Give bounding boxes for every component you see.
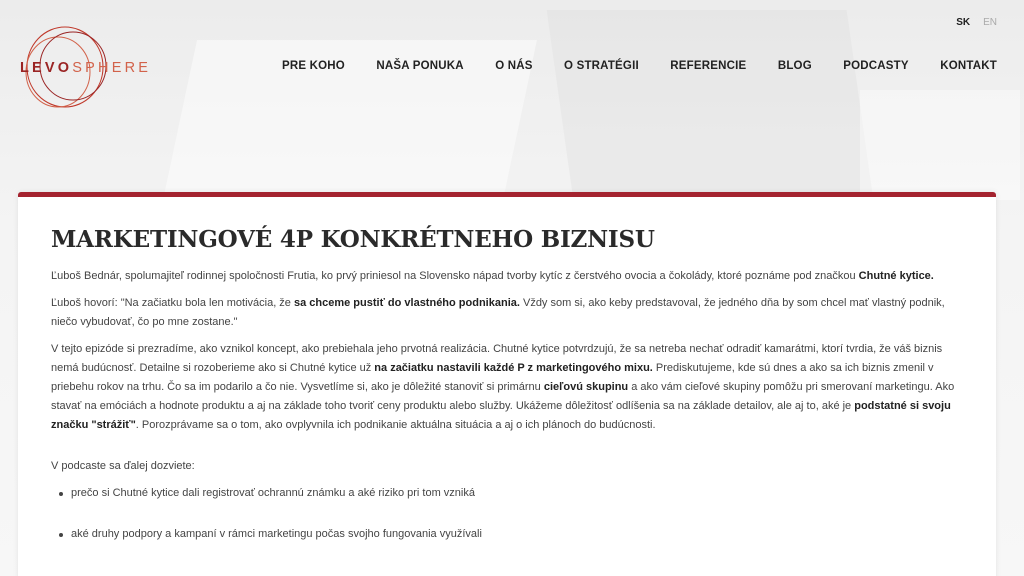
nav-nasa-ponuka[interactable]: NAŠA PONUKA: [376, 60, 464, 72]
list-item: aké druhy podpory a kampaní v rámci marketingu počas svojho fungovania využívali: [62, 525, 964, 544]
episode-paragraph: V tejto epizóde si prezradíme, ako vznikol koncept, ako prebiehala jeho prvotná realizácia. Chutné kytice potvrdzujú, že sa netreba nechať odradiť kamarátmi, ktorí tvrdia, že váš biznis nemá budúcnosť. Detailne si rozoberieme ako si Chutné kytice už na začiatku nastavili každé P z marketingového mixu. Prediskutujeme, kde sú dnes a ako sa ich biznis zmenil v priebehu rokov na trhu. Čo sa im podarilo a čo nie. Vysvetlíme si, ako je dôležité stanoviť si primárnu cieľovú skupinu a ako vám cieľové skupiny pomôžu pri smerovaní marketingu. Ako stavať na emóciách a hodnote produktu a aj na základe toho tvoriť ceny produktu alebo služby. Ukážeme dôležitosť odlíšenia sa na základe detailov, ale aj to, aké je podstatné si svoju značku "strážiť". Porozprávame sa o tom, ako ovplyvnila ich podnikanie aktuálna situácia a aj o ich plánoch do budúcnosti.: [51, 343, 955, 431]
logo[interactable]: [18, 20, 152, 115]
nav-o-nas[interactable]: O NÁS: [495, 60, 533, 72]
nav-podcasty[interactable]: PODCASTY: [843, 60, 909, 72]
lang-sk[interactable]: SK: [956, 17, 971, 28]
list-item: prečo si Chutné kytice dali registrovať ochrannú známku a aké riziko pri tom vzniká: [62, 484, 964, 503]
article-card: [18, 192, 996, 576]
main-nav: [282, 60, 997, 72]
intro-paragraph: Ľuboš Bednár, spolumajiteľ rodinnej spoločnosti Frutia, ko prvý priniesol na Slovensko nápad tvorby kytíc z čerstvého ovocia a čokolády, ktoré poznáme pod značkou Chutné kytice.: [51, 270, 934, 282]
lang-en[interactable]: EN: [983, 17, 997, 28]
logo-wordmark: LEVOSPHERE: [20, 60, 152, 76]
nav-referencie[interactable]: REFERENCIE: [670, 60, 747, 72]
quote-paragraph: Ľuboš hovorí: "Na začiatku bola len motivácia, že sa chceme pustiť do vlastného podnikania. Vždy som si, ako keby predstavoval, že jedného dňa by som chcel mať vlastný podnik, niečo vybudovať, čo po mne zostane.": [51, 297, 945, 328]
nav-kontakt[interactable]: KONTAKT: [940, 60, 997, 72]
language-switcher: [956, 17, 997, 28]
nav-blog[interactable]: BLOG: [777, 60, 812, 72]
background-shape: [860, 90, 1020, 200]
background-shape: [547, 10, 874, 200]
bullet-list: [51, 484, 964, 544]
learn-more-heading: V podcaste sa ďalej dozviete:: [51, 460, 195, 472]
nav-o-strategii[interactable]: O STRATÉGII: [564, 60, 639, 72]
page-title: MARKETINGOVÉ 4P KONKRÉTNEHO BIZNISU: [51, 226, 655, 253]
nav-pre-koho[interactable]: PRE KOHO: [282, 60, 345, 72]
